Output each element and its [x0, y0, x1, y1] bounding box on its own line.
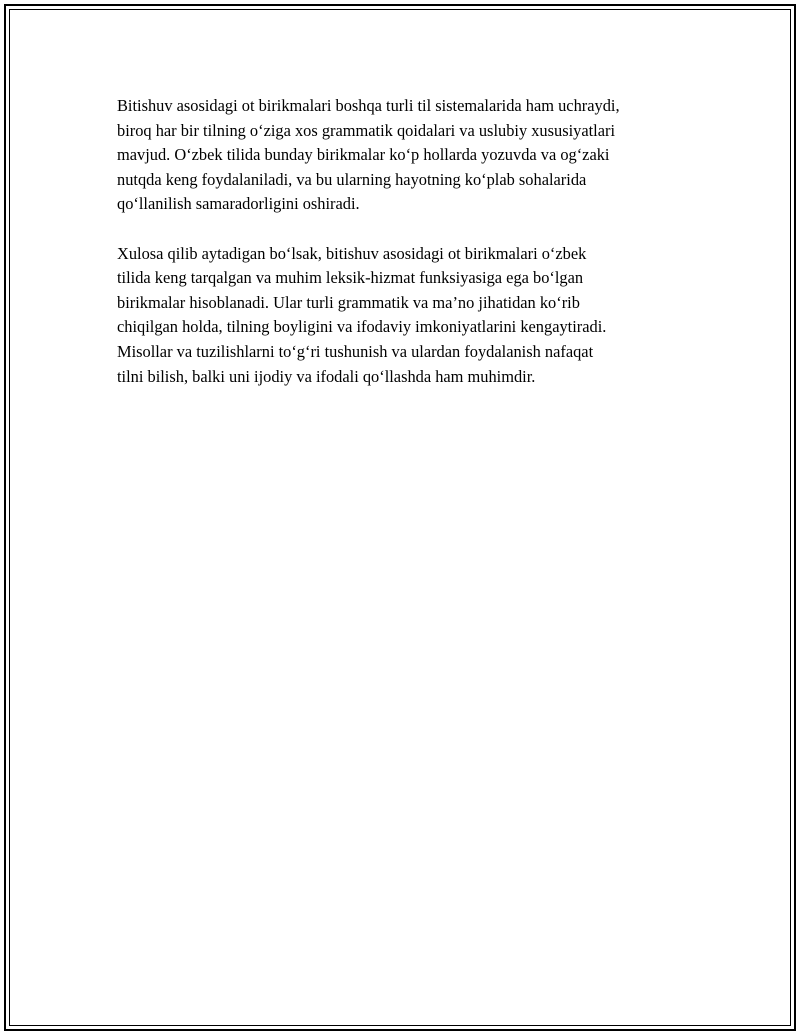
document-body: [117, 94, 697, 389]
paragraph-1: Bitishuv asosidagi ot birikmalari boshqa turli til sistemalarida ham uchraydi, biroq har bir tilning o‘ziga xos grammatik qoidalari va uslubiy xususiyatlari mavjud. O‘zbek tilida bunday birikmalar ko‘p hollarda yozuvda va og‘zaki nutqda keng foydalaniladi, va bu ularning hayotning ko‘plab sohalarida qo‘llanilish samaradorligini oshiradi.: [117, 96, 620, 214]
paragraph-2: Xulosa qilib aytadigan bo‘lsak, bitishuv asosidagi ot birikmalari o‘zbek tilida keng tarqalgan va muhim leksik-hizmat funksiyasiga ega bo‘lgan birikmalar hisoblanadi. Ular turli grammatik va ma’no jihatidan ko‘rib chiqilgan holda, tilning boyligini va ifodaviy imkoniyatlarini kengaytiradi. Misollar va tuzilishlarni to‘g‘ri tushunish va ulardan foydalanish nafaqat tilni bilish, balki uni ijodiy va ifodali qo‘llashda ham muhimdir.: [117, 243, 607, 386]
